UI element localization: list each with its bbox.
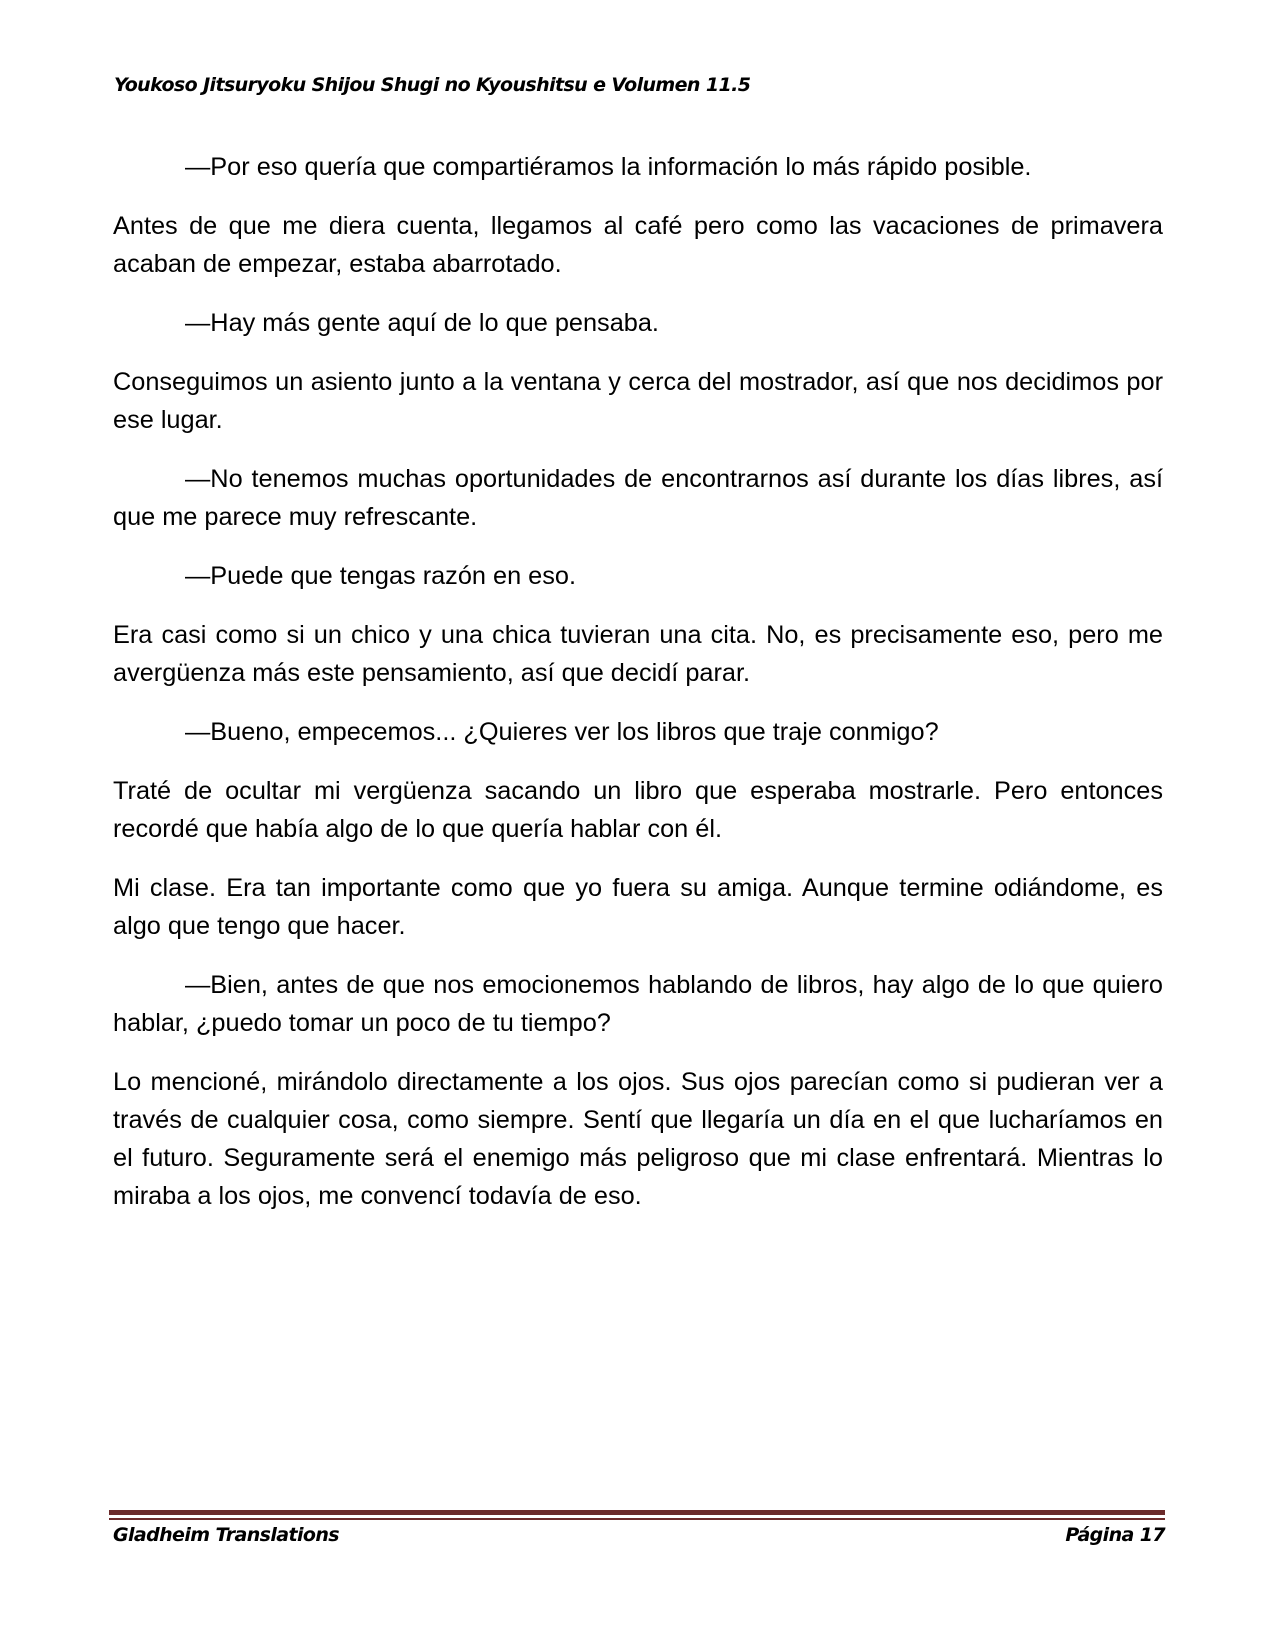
paragraph-dialogue: —Bien, antes de que nos emocionemos hablando de libros, hay algo de lo que quiero hablar, ¿puedo tomar un poco de tu tiempo? (113, 971, 1163, 1037)
footer-page-number: Página 17 (1065, 1524, 1165, 1546)
paragraph-dialogue: —Por eso quería que compartiéramos la información lo más rápido posible. (185, 153, 1032, 181)
paragraph: Era casi como si un chico y una chica tuvieran una cita. No, es precisamente eso, pero me avergüenza más este pensamiento, así que decidí parar. (113, 621, 1163, 687)
footer-divider-thick (109, 1510, 1165, 1515)
footer-translator-credit: Gladheim Translations (113, 1524, 339, 1546)
paragraph-dialogue: —Hay más gente aquí de lo que pensaba. (185, 309, 659, 337)
paragraph: Traté de ocultar mi vergüenza sacando un libro que esperaba mostrarle. Pero entonces recordé que había algo de lo que quería hablar con él. (113, 777, 1163, 843)
footer-divider-thin (109, 1518, 1165, 1520)
header-title: Youkoso Jitsuryoku Shijou Shugi no Kyoushitsu e Volumen 11.5 (114, 74, 751, 96)
page-body (113, 148, 1163, 1236)
paragraph: Mi clase. Era tan importante como que yo fuera su amiga. Aunque termine odiándome, es algo que tengo que hacer. (113, 874, 1163, 940)
paragraph-dialogue: —Bueno, empecemos... ¿Quieres ver los libros que traje conmigo? (185, 718, 939, 746)
paragraph: Conseguimos un asiento junto a la ventana y cerca del mostrador, así que nos decidimos por ese lugar. (113, 368, 1163, 434)
paragraph-dialogue: —Puede que tengas razón en eso. (185, 562, 576, 590)
paragraph: Antes de que me diera cuenta, llegamos al café pero como las vacaciones de primavera acaban de empezar, estaba abarrotado. (113, 212, 1163, 278)
paragraph-dialogue: —No tenemos muchas oportunidades de encontrarnos así durante los días libres, así que me parece muy refrescante. (113, 465, 1163, 531)
paragraph: Lo mencioné, mirándolo directamente a los ojos. Sus ojos parecían como si pudieran ver a través de cualquier cosa, como siempre. Sentí que llegaría un día en el que lucharíamos en el futuro. Seguramente será el enemigo más peligroso que mi clase enfrentará. Mientras lo miraba a los ojos, me convencí todavía de eso. (113, 1068, 1163, 1210)
